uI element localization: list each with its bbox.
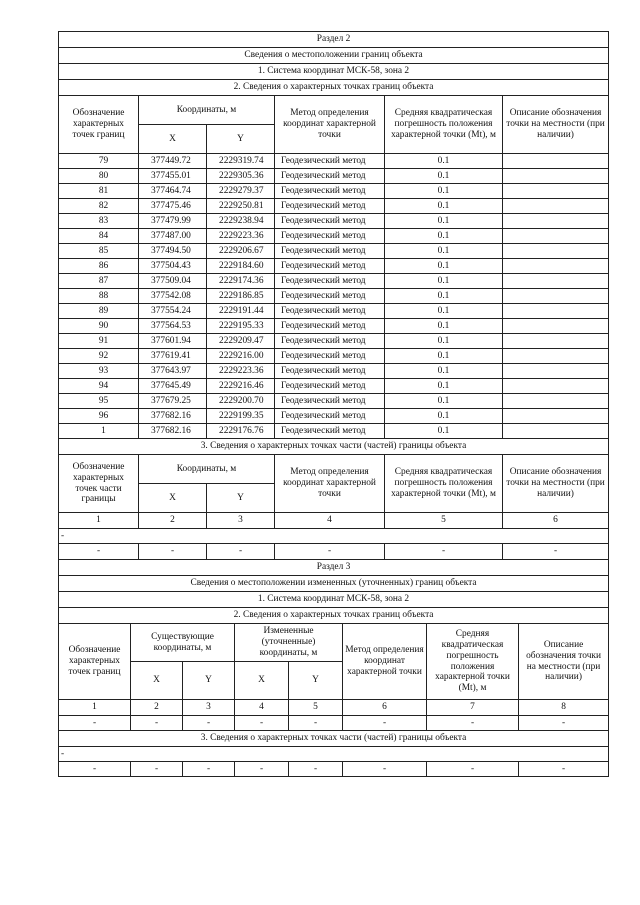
error-cell: 0.1 xyxy=(385,349,503,364)
x-coordinate-cell: 377679.25 xyxy=(139,394,207,409)
x-coordinate-cell: 377682.16 xyxy=(139,424,207,439)
column-number: 6 xyxy=(343,700,427,716)
column-number: 1 xyxy=(59,700,131,716)
header-y: Y xyxy=(207,125,275,154)
error-cell: 0.1 xyxy=(385,229,503,244)
description-cell xyxy=(503,379,609,394)
point-id-cell: 81 xyxy=(59,184,139,199)
empty-cell: - xyxy=(289,716,343,731)
header-x: X xyxy=(139,125,207,154)
header-description: Описание обозначения точки на местности (при наличии) xyxy=(503,96,609,154)
table-row xyxy=(59,199,609,214)
empty-cell: - xyxy=(207,544,275,560)
column-number: 6 xyxy=(503,513,609,529)
section3-coordinate-system: 1. Система координат МСК-58, зона 2 xyxy=(59,592,609,608)
empty-cell: - xyxy=(59,716,131,731)
description-cell xyxy=(503,184,609,199)
table-row xyxy=(59,349,609,364)
method-cell: Геодезический метод xyxy=(275,334,385,349)
empty-cell: - xyxy=(289,762,343,777)
point-id-cell: 87 xyxy=(59,274,139,289)
method-cell: Геодезический метод xyxy=(275,229,385,244)
empty-cell: - xyxy=(235,716,289,731)
empty-cell: - xyxy=(131,762,183,777)
method-cell: Геодезический метод xyxy=(275,304,385,319)
table-row xyxy=(59,424,609,439)
table-row xyxy=(59,379,609,394)
parts-header-description: Описание обозначения точки на местности (при наличии) xyxy=(503,455,609,513)
error-cell: 0.1 xyxy=(385,259,503,274)
y-coordinate-cell: 2229176.76 xyxy=(207,424,275,439)
document-page xyxy=(58,31,608,777)
point-id-cell: 93 xyxy=(59,364,139,379)
column-number: 1 xyxy=(59,513,139,529)
description-cell xyxy=(503,319,609,334)
empty-cell: - xyxy=(59,762,131,777)
section2-subtitle: Сведения о местоположении границ объекта xyxy=(59,48,609,64)
y-coordinate-cell: 2229184.60 xyxy=(207,259,275,274)
method-cell: Геодезический метод xyxy=(275,244,385,259)
error-cell: 0.1 xyxy=(385,154,503,169)
column-number: 2 xyxy=(131,700,183,716)
y-coordinate-cell: 2229191.44 xyxy=(207,304,275,319)
section3-points-title: 2. Сведения о характерных точках границ объекта xyxy=(59,608,609,624)
s3-header-changed: Измененные (уточненные) координаты, м xyxy=(235,624,343,662)
point-id-cell: 86 xyxy=(59,259,139,274)
method-cell: Геодезический метод xyxy=(275,214,385,229)
description-cell xyxy=(503,274,609,289)
error-cell: 0.1 xyxy=(385,334,503,349)
table-row xyxy=(59,169,609,184)
s3-header-existing-y: Y xyxy=(183,662,235,700)
y-coordinate-cell: 2229174.36 xyxy=(207,274,275,289)
parts-header-designation: Обозначение характерных точек части границы xyxy=(59,455,139,513)
point-id-cell: 80 xyxy=(59,169,139,184)
x-coordinate-cell: 377464.74 xyxy=(139,184,207,199)
y-coordinate-cell: 2229305.36 xyxy=(207,169,275,184)
table-row xyxy=(59,184,609,199)
error-cell: 0.1 xyxy=(385,199,503,214)
description-cell xyxy=(503,259,609,274)
header-designation: Обозначение характерных точек границ xyxy=(59,96,139,154)
point-id-cell: 1 xyxy=(59,424,139,439)
s3-header-changed-y: Y xyxy=(289,662,343,700)
error-cell: 0.1 xyxy=(385,319,503,334)
header-error: Средняя квадратическая погрешность положения характерной точки (Mt), м xyxy=(385,96,503,154)
error-cell: 0.1 xyxy=(385,244,503,259)
table-row xyxy=(59,274,609,289)
empty-cell: - xyxy=(385,544,503,560)
description-cell xyxy=(503,169,609,184)
x-coordinate-cell: 377455.01 xyxy=(139,169,207,184)
x-coordinate-cell: 377487.00 xyxy=(139,229,207,244)
y-coordinate-cell: 2229319.74 xyxy=(207,154,275,169)
s3-parts-dash-row: - xyxy=(59,747,609,762)
y-coordinate-cell: 2229195.33 xyxy=(207,319,275,334)
description-cell xyxy=(503,304,609,319)
empty-cell: - xyxy=(427,716,519,731)
x-coordinate-cell: 377494.50 xyxy=(139,244,207,259)
empty-cell: - xyxy=(503,544,609,560)
x-coordinate-cell: 377475.46 xyxy=(139,199,207,214)
empty-cell: - xyxy=(343,716,427,731)
x-coordinate-cell: 377449.72 xyxy=(139,154,207,169)
empty-cell: - xyxy=(183,762,235,777)
empty-cell: - xyxy=(139,544,207,560)
error-cell: 0.1 xyxy=(385,274,503,289)
description-cell xyxy=(503,154,609,169)
section3-table xyxy=(58,559,609,777)
method-cell: Геодезический метод xyxy=(275,394,385,409)
point-id-cell: 88 xyxy=(59,289,139,304)
error-cell: 0.1 xyxy=(385,424,503,439)
description-cell xyxy=(503,424,609,439)
x-coordinate-cell: 377619.41 xyxy=(139,349,207,364)
section2-title: Раздел 2 xyxy=(59,32,609,48)
y-coordinate-cell: 2229186.85 xyxy=(207,289,275,304)
point-id-cell: 83 xyxy=(59,214,139,229)
method-cell: Геодезический метод xyxy=(275,289,385,304)
s3-number-row xyxy=(59,700,609,716)
method-cell: Геодезический метод xyxy=(275,154,385,169)
parts-empty-row xyxy=(59,544,609,560)
table-row xyxy=(59,289,609,304)
point-id-cell: 79 xyxy=(59,154,139,169)
y-coordinate-cell: 2229223.36 xyxy=(207,364,275,379)
table-row xyxy=(59,154,609,169)
x-coordinate-cell: 377643.97 xyxy=(139,364,207,379)
method-cell: Геодезический метод xyxy=(275,319,385,334)
table-row xyxy=(59,304,609,319)
column-number: 4 xyxy=(275,513,385,529)
error-cell: 0.1 xyxy=(385,394,503,409)
y-coordinate-cell: 2229216.00 xyxy=(207,349,275,364)
column-number: 7 xyxy=(427,700,519,716)
description-cell xyxy=(503,334,609,349)
s3-header-existing: Существующие координаты, м xyxy=(131,624,235,662)
section2-table xyxy=(58,31,609,560)
description-cell xyxy=(503,244,609,259)
point-id-cell: 91 xyxy=(59,334,139,349)
parts-dash-row: - xyxy=(59,529,609,544)
column-number: 4 xyxy=(235,700,289,716)
table-row xyxy=(59,394,609,409)
y-coordinate-cell: 2229279.37 xyxy=(207,184,275,199)
empty-cell: - xyxy=(183,716,235,731)
x-coordinate-cell: 377504.43 xyxy=(139,259,207,274)
empty-cell: - xyxy=(427,762,519,777)
section3-subtitle: Сведения о местоположении измененных (уточненных) границ объекта xyxy=(59,576,609,592)
s3-header-existing-x: X xyxy=(131,662,183,700)
s3-header-error: Средняя квадратическая погрешность положения характерной точки (Mt), м xyxy=(427,624,519,700)
point-id-cell: 89 xyxy=(59,304,139,319)
x-coordinate-cell: 377601.94 xyxy=(139,334,207,349)
header-method: Метод определения координат характерной точки xyxy=(275,96,385,154)
table-row xyxy=(59,319,609,334)
point-id-cell: 95 xyxy=(59,394,139,409)
table-row xyxy=(59,229,609,244)
method-cell: Геодезический метод xyxy=(275,364,385,379)
method-cell: Геодезический метод xyxy=(275,169,385,184)
description-cell xyxy=(503,409,609,424)
column-number: 5 xyxy=(289,700,343,716)
y-coordinate-cell: 2229199.35 xyxy=(207,409,275,424)
table-row xyxy=(59,334,609,349)
x-coordinate-cell: 377682.16 xyxy=(139,409,207,424)
y-coordinate-cell: 2229206.67 xyxy=(207,244,275,259)
section2-points-body xyxy=(59,154,609,439)
method-cell: Геодезический метод xyxy=(275,349,385,364)
x-coordinate-cell: 377479.99 xyxy=(139,214,207,229)
section2-coordinate-system: 1. Система координат МСК-58, зона 2 xyxy=(59,64,609,80)
table-row xyxy=(59,409,609,424)
x-coordinate-cell: 377554.24 xyxy=(139,304,207,319)
column-number: 3 xyxy=(207,513,275,529)
error-cell: 0.1 xyxy=(385,364,503,379)
empty-cell: - xyxy=(519,716,609,731)
point-id-cell: 90 xyxy=(59,319,139,334)
table-row xyxy=(59,364,609,379)
error-cell: 0.1 xyxy=(385,289,503,304)
description-cell xyxy=(503,199,609,214)
y-coordinate-cell: 2229200.70 xyxy=(207,394,275,409)
table-row xyxy=(59,244,609,259)
error-cell: 0.1 xyxy=(385,184,503,199)
point-id-cell: 85 xyxy=(59,244,139,259)
description-cell xyxy=(503,289,609,304)
column-number: 2 xyxy=(139,513,207,529)
method-cell: Геодезический метод xyxy=(275,379,385,394)
empty-cell: - xyxy=(131,716,183,731)
method-cell: Геодезический метод xyxy=(275,199,385,214)
x-coordinate-cell: 377564.53 xyxy=(139,319,207,334)
error-cell: 0.1 xyxy=(385,169,503,184)
section2-parts-title: 3. Сведения о характерных точках части (частей) границы объекта xyxy=(59,439,609,455)
x-coordinate-cell: 377542.08 xyxy=(139,289,207,304)
point-id-cell: 94 xyxy=(59,379,139,394)
method-cell: Геодезический метод xyxy=(275,424,385,439)
error-cell: 0.1 xyxy=(385,214,503,229)
point-id-cell: 84 xyxy=(59,229,139,244)
s3-header-description: Описание обозначения точки на местности (при наличии) xyxy=(519,624,609,700)
section2-points-title: 2. Сведения о характерных точках границ объекта xyxy=(59,80,609,96)
x-coordinate-cell: 377645.49 xyxy=(139,379,207,394)
table-row xyxy=(59,259,609,274)
point-id-cell: 82 xyxy=(59,199,139,214)
description-cell xyxy=(503,394,609,409)
y-coordinate-cell: 2229216.46 xyxy=(207,379,275,394)
parts-header-coordinates: Координаты, м xyxy=(139,455,275,484)
parts-header-x: X xyxy=(139,484,207,513)
parts-header-method: Метод определения координат характерной точки xyxy=(275,455,385,513)
s3-empty-row xyxy=(59,716,609,731)
x-coordinate-cell: 377509.04 xyxy=(139,274,207,289)
header-coordinates: Координаты, м xyxy=(139,96,275,125)
column-number: 5 xyxy=(385,513,503,529)
empty-cell: - xyxy=(235,762,289,777)
description-cell xyxy=(503,349,609,364)
method-cell: Геодезический метод xyxy=(275,184,385,199)
section3-title: Раздел 3 xyxy=(59,560,609,576)
error-cell: 0.1 xyxy=(385,379,503,394)
empty-cell: - xyxy=(275,544,385,560)
section3-parts-title: 3. Сведения о характерных точках части (частей) границы объекта xyxy=(59,731,609,747)
error-cell: 0.1 xyxy=(385,409,503,424)
y-coordinate-cell: 2229223.36 xyxy=(207,229,275,244)
error-cell: 0.1 xyxy=(385,304,503,319)
empty-cell: - xyxy=(519,762,609,777)
point-id-cell: 96 xyxy=(59,409,139,424)
column-number: 3 xyxy=(183,700,235,716)
description-cell xyxy=(503,364,609,379)
description-cell xyxy=(503,229,609,244)
parts-header-error: Средняя квадратическая погрешность положения характерной точки (Mt), м xyxy=(385,455,503,513)
description-cell xyxy=(503,214,609,229)
y-coordinate-cell: 2229250.81 xyxy=(207,199,275,214)
column-number: 8 xyxy=(519,700,609,716)
y-coordinate-cell: 2229209.47 xyxy=(207,334,275,349)
y-coordinate-cell: 2229238.94 xyxy=(207,214,275,229)
method-cell: Геодезический метод xyxy=(275,259,385,274)
table-row xyxy=(59,214,609,229)
method-cell: Геодезический метод xyxy=(275,274,385,289)
parts-number-row xyxy=(59,513,609,529)
method-cell: Геодезический метод xyxy=(275,409,385,424)
parts-header-y: Y xyxy=(207,484,275,513)
s3-header-method: Метод определения координат характерной точки xyxy=(343,624,427,700)
empty-cell: - xyxy=(59,544,139,560)
s3-header-designation: Обозначение характерных точек границ xyxy=(59,624,131,700)
s3-parts-empty-row xyxy=(59,762,609,777)
s3-header-changed-x: X xyxy=(235,662,289,700)
empty-cell: - xyxy=(343,762,427,777)
point-id-cell: 92 xyxy=(59,349,139,364)
